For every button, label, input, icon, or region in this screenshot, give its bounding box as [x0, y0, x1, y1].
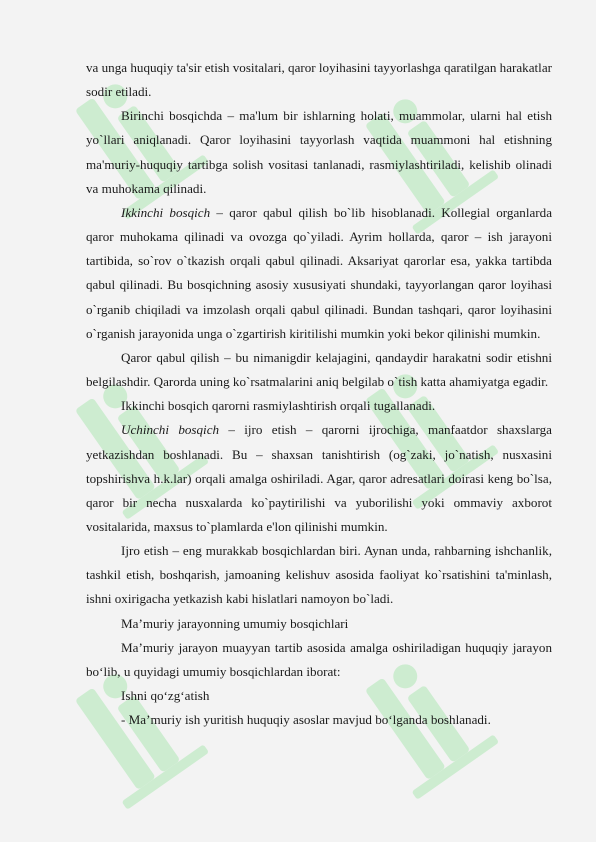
paragraph: Ikkinchi bosqich qarorni rasmiylashtirish orqali tugallanadi. [121, 398, 436, 414]
paragraph-text: – qaror qabul qilish bo`lib hisoblanadi. Kollegial organlarda qaror muhokama qilinadi va ovozga qo`yiladi. Ayrim hollarda, qaror – ish jarayoni tartibida, so`rov o`tkazish orqali qabul qilinadi. Aksariyat qarorlar esa, yakka tartibda qabul qilinadi. Bu bosqichning asosiy xususiyati shundaki, tayyorlangan qaror loyihasi o`rganib chiqiladi va imzolash orqali qabul qilinadi. Bundan tashqari, qaror loyihasini o`rganish jarayonida unga o`zgartirish kiritilishi mumkin yoki bekor qilinishi mumkin. [86, 204, 552, 341]
document-body [86, 56, 552, 732]
list-heading: Ishni qo‘zg‘atish [121, 688, 210, 704]
paragraph-text: – ijro etish – qarorni ijrochiga, manfaatdor shaxslarga yetkazishdan boshlanadi. Bu – shaxsan tanishtirish (og`zaki, jo`natish, nusxasini topshirishva h.k.lar) orqali amalga oshiriladi. Agar, qaror adresatlari doirasi keng bo`lsa, qaror bir necha nusxalarda ko`paytirilishi va yuborilishi yoki ommaviy axborot vositalarida, maxsus to`plamlarda e'lon qilinishi mumkin. [86, 422, 552, 534]
paragraph-italic-lead: Uchinchi bosqich [121, 422, 220, 438]
paragraph [86, 201, 552, 346]
paragraph: Birinchi bosqichda – ma'lum bir ishlarning holati, muammolar, ularni hal etish yo`llari aniqlanadi. Qaror loyihasini tayyorlash vaqtida muammoni hal etishning ma'muriy-huquqiy tartibga solish vositasi tanlanadi, rasmiylashtiriladi, kelishib olinadi va muhokama qilinadi. [86, 108, 552, 196]
paragraph [86, 418, 552, 539]
paragraph: Ma’muriy jarayon muayyan tartib asosida amalga oshiriladigan huquqiy jarayon bo‘lib, u quyidagi umumiy bosqichlardan iborat: [86, 639, 552, 679]
section-heading: Ma’muriy jarayonning umumiy bosqichlari [121, 615, 349, 631]
paragraph: Ijro etish – eng murakkab bosqichlardan biri. Aynan unda, rahbarning ishchanlik, tashkil etish, boshqarish, jamoaning kelishuv asosida faoliyat ko`rsatishini ta'minlash, ishni oxirigacha yetkazish kabi hislatlari namoyon bo`ladi. [86, 543, 552, 607]
paragraph-italic-lead: Ikkinchi bosqich [121, 204, 211, 220]
list-item: - Ma’muriy ish yuritish huquqiy asoslar mavjud bo‘lganda boshlanadi. [121, 712, 491, 728]
paragraph: Qaror qabul qilish – bu nimanigdir kelajagini, qandaydir harakatni sodir etishni belgilashdir. Qarorda uning ko`rsatmalarini aniq belgilab o`tish katta ahamiyatga egadir. [86, 349, 552, 390]
paragraph: va unga huquqiy ta'sir etish vositalari, qaror loyihasini tayyorlashga qaratilgan harakatlar sodir etiladi. [86, 60, 552, 100]
